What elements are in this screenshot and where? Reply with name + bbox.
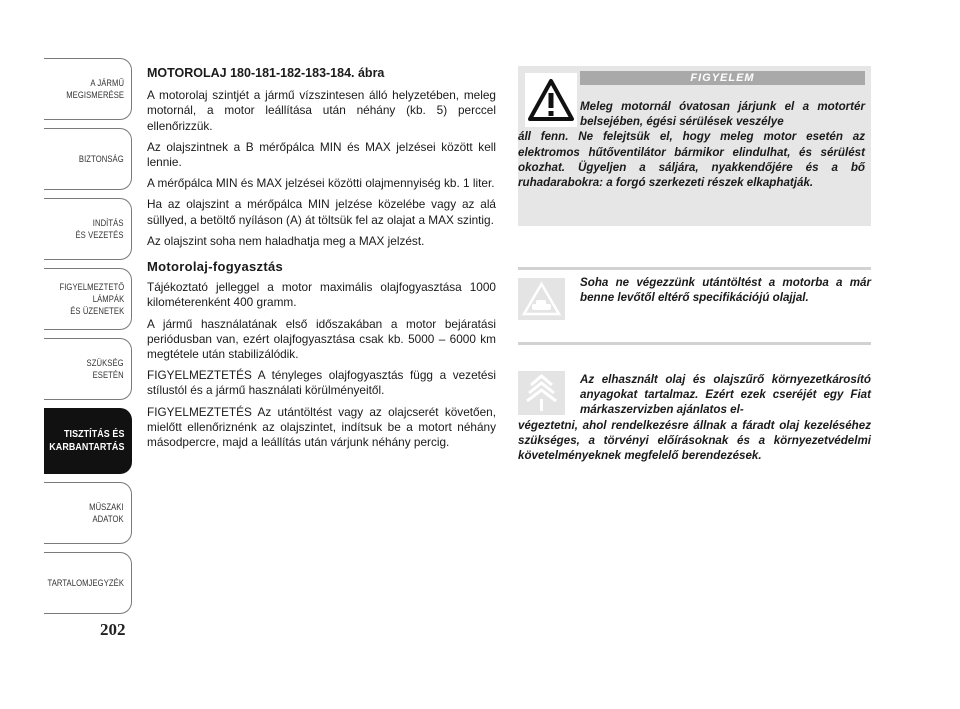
paragraph: FIGYELMEZTETÉS Az utántöltést vagy az olajcserét követően, mielőtt ellenőriznénk az olajszintet, indítsuk be a motort néhány másodpercre, majd a leállítás után várjunk néhány percig. [147, 404, 496, 450]
paragraph: FIGYELMEZTETÉS A tényleges olajfogyasztás függ a vezetési stílustól és a jármű használati körülményeitől. [147, 368, 496, 398]
oil-spec-note-text: Soha ne végezzünk utántöltést a motorba a már benne levőtől eltérő specifikációjú olajjal. [580, 276, 871, 305]
warning-box [518, 66, 871, 226]
paragraph: Ha az olajszint a mérőpálca MIN jelzése közelébe vagy az alá süllyed, a betöltő nyíláson (A) át töltsük fel az olajat a MAX szintig. [147, 197, 496, 227]
paragraph: A mérőpálca MIN és MAX jelzései közötti olajmennyiség kb. 1 liter. [147, 176, 495, 191]
warning-text [518, 99, 865, 190]
tab-label: TISZTÍTÁS ÉS KARBANTARTÁS [48, 428, 124, 453]
tab-label: BIZTONSÁG [79, 154, 124, 164]
tab-maintenance[interactable] [44, 408, 132, 474]
paragraph: A jármű használatának első időszakában a motor bejáratási periódusban van, ezért olajfogyasztása csak kb. 5000 – 6000 km megtétele után stabilizálódik. [147, 316, 496, 362]
tab-index[interactable] [44, 552, 132, 614]
tab-vehicle-overview[interactable] [44, 58, 132, 120]
tab-safety[interactable] [44, 128, 132, 190]
tab-warning-lights[interactable] [44, 268, 132, 330]
warning-text-indented: Meleg motornál óvatosan járjunk el a motortér belsejében, égési sérülések veszélye [580, 100, 865, 129]
tab-label: FIGYELMEZTETŐ LÁMPÁK ÉS ÜZENETEK [59, 282, 124, 316]
paragraph: Az olajszintnek a B mérőpálca MIN és MAX jelzései között kell lennie. [147, 139, 496, 170]
tab-technical-data[interactable] [44, 482, 132, 544]
warning-header: FIGYELEM [580, 71, 865, 85]
tab-label: TARTALOMJEGYZÉK [47, 578, 124, 588]
divider [518, 342, 871, 345]
paragraph: Tájékoztató jelleggel a motor maximális olajfogyasztása 1000 kilométerenként 400 gramm. [147, 280, 496, 310]
environment-note [518, 372, 871, 463]
tab-label: INDÍTÁS ÉS VEZETÉS [75, 218, 124, 240]
main-text-column [147, 66, 496, 456]
warning-text-rest: áll fenn. Ne felejtsük el, hogy meleg motor esetén az elektromos hűtőventilátor bármikor elindulhat, és sérülést okozhat. Ügyeljen a sáljára, nyakkendőjére és a bő ruhadarabokra: a forgó szerkezeti részek elkaphatják. [518, 130, 865, 190]
oil-spec-note [518, 275, 871, 305]
tab-emergency[interactable] [44, 338, 132, 400]
divider [518, 267, 871, 270]
paragraph: Az olajszint soha nem haladhatja meg a MAX jelzést. [147, 233, 425, 248]
page-number: 202 [100, 620, 126, 639]
environment-note-indented: Az elhasznált olaj és olajszűrő környezetkárosító anyagokat tartalmaz. Ezért ezek cseréjét egy Fiat márkaszervizben ajánlatos el- [580, 373, 871, 417]
tab-label: SZÜKSÉG ESETÉN [86, 358, 124, 380]
environment-note-rest: végeztetni, ahol rendelkezésre állnak a fáradt olaj kezeléséhez szükséges, a törvényi előírásoknak és a környezetvédelmi követelményeknek megfelelő berendezések. [518, 418, 871, 463]
tab-label: MŰSZAKI ADATOK [89, 502, 124, 524]
section-heading: MOTOROLAJ 180-181-182-183-184. ábra [147, 66, 385, 80]
tab-label: A JÁRMŰ MEGISMERÉSE [66, 78, 124, 100]
tab-starting-driving[interactable] [44, 198, 132, 260]
subheading: Motorolaj-fogyasztás [147, 259, 284, 275]
paragraph: A motorolaj szintjét a jármű vízszintesen álló helyzetében, meleg motornál, a motor leállítása után néhány (kb. 5) perccel ellenőrizzük. [147, 88, 496, 133]
